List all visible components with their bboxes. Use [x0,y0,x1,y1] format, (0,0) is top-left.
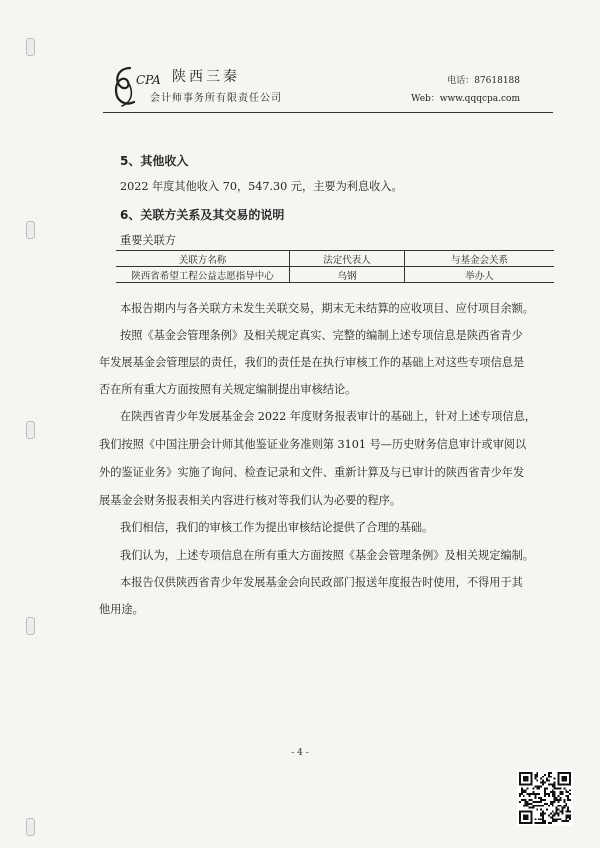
paragraph-line: 在陕西省青少年发展基金会 2022 年度财务报表审计的基础上，针对上述专项信息， [120,410,536,423]
table-row [116,267,554,283]
binding-hole [26,38,35,56]
related-party-subheading: 重要关联方 [120,234,176,247]
firm-name: 会计师事务所有限责任公司 [150,93,282,104]
table-cell: 陕西省希望工程公益志愿指导中心 [116,267,290,283]
paragraph-line: 外的鉴证业务》实施了询问、检查记录和文件、重新计算及与已审计的陕西省青少年发 [99,466,525,479]
paragraph-line: 否在所有重大方面按照有关规定编制提出审核结论。 [99,383,357,396]
binding-hole [26,617,35,635]
paragraph-line: 我们相信，我们的审核工作为提出审核结论提供了合理的基础。 [120,521,434,534]
paragraph-line: 我们认为，上述专项信息在所有重大方面按照《基金会管理条例》及相关规定编制。 [120,549,534,562]
paragraph-line: 本报告期内与各关联方未发生关联交易，期末无未结算的应收项目、应付项目余额。 [120,302,534,315]
table-header-cell: 关联方名称 [116,251,290,267]
table-cell: 举办人 [405,267,555,283]
binding-hole [26,421,35,439]
phone-number: 电话：87618188 [447,76,520,86]
paragraph-line: 年发展基金会管理层的责任，我们的责任是在执行审核工作的基础上对这些专项信息是 [99,356,525,369]
logo-text: CPA [136,73,161,87]
qr-code-icon [517,770,573,826]
table-cell: 乌钢 [290,267,405,283]
page-number: - 4 - [291,748,309,758]
paragraph-line: 他用途。 [99,603,144,616]
website: Web：www.qqqcpa.com [411,94,520,104]
table-header-row [116,251,554,267]
brand-name: 陕西三秦 [172,69,240,85]
other-income-text: 2022 年度其他收入 70，547.30 元，主要为利息收入。 [120,180,403,193]
other-income-heading: 5、其他收入 [120,154,189,168]
table-header-cell: 法定代表人 [290,251,405,267]
paragraph-line: 本报告仅供陕西省青少年发展基金会向民政部门报送年度报告时使用，不得用于其 [120,576,523,589]
table-header-cell: 与基金会关系 [405,251,555,267]
header-divider [103,112,553,113]
binding-hole [26,818,35,836]
related-party-heading: 6、关联方关系及其交易的说明 [120,208,285,222]
paragraph-line: 展基金会财务报表相关内容进行核对等我们认为必要的程序。 [99,494,402,507]
binding-hole [26,221,35,239]
paragraph-line: 按照《基金会管理条例》及相关规定真实、完整的编制上述专项信息是陕西省青少 [120,329,523,342]
paragraph-line: 我们按照《中国注册会计师其他鉴证业务准则第 3101 号—历史财务信息审计或审阅以 [99,438,527,451]
related-party-table [116,250,554,283]
